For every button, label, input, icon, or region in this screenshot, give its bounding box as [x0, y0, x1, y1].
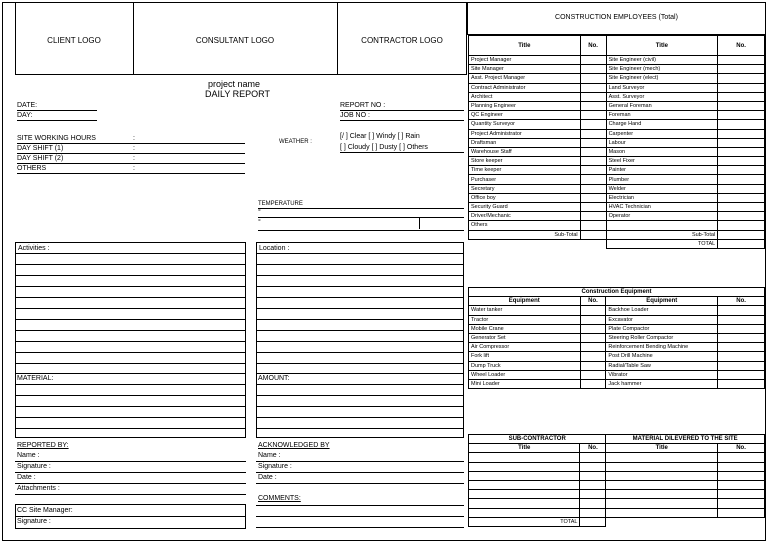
employee-row — [469, 138, 765, 147]
employee-row-title-right: Plumber — [606, 175, 718, 184]
subcontractor-row-count-left[interactable] — [580, 480, 606, 489]
subcontractor-title: SUB-CONTRACTOR — [469, 435, 606, 444]
equipment-row-count-left[interactable] — [580, 306, 606, 315]
subcontractor-row-title-left — [469, 453, 580, 462]
subcontractor-row-count-right[interactable] — [718, 480, 765, 489]
col-title: Title — [469, 444, 580, 453]
equipment-row-count-right[interactable] — [718, 343, 765, 352]
subcontractor-row — [469, 480, 765, 489]
equipment-row-title-right: Jack hammer — [606, 379, 718, 388]
activities-box[interactable] — [15, 242, 246, 438]
degree-symbol: ° — [258, 219, 261, 226]
equipment-row-count-right[interactable] — [718, 333, 765, 342]
employee-row-title-left: Purchaser — [469, 175, 581, 184]
employee-row-title-left: Others — [469, 221, 581, 230]
col-no: No. — [580, 444, 606, 453]
subcontractor-row — [469, 490, 765, 499]
subcontractor-total-label: TOTAL — [469, 517, 580, 526]
total-value[interactable] — [718, 239, 765, 248]
reported-date-label: Date : — [17, 474, 36, 481]
employee-row-title-right: Mason — [606, 147, 718, 156]
subcontractor-row-count-left[interactable] — [580, 490, 606, 499]
employee-row-title-left: Architect — [469, 92, 581, 101]
equipment-row-count-right[interactable] — [718, 306, 765, 315]
site-working-hours-label: SITE WORKING HOURS — [17, 135, 96, 142]
client-logo: CLIENT LOGO — [47, 36, 101, 45]
equipment-table — [468, 287, 765, 389]
colon: : — [133, 155, 135, 162]
weather-options-row1[interactable]: [/ ] Clear [ ] Windy [ ] Rain — [340, 133, 420, 140]
employee-row-count-right[interactable] — [718, 56, 765, 65]
equipment-row-title-left: Water tanker — [469, 306, 581, 315]
attachments-label: Attachments : — [17, 485, 60, 492]
day-label: DAY: — [17, 112, 33, 119]
equipment-row — [469, 315, 765, 324]
employee-row-count-left[interactable] — [580, 166, 606, 175]
equipment-row — [469, 361, 765, 370]
ack-date-label: Date : — [258, 474, 277, 481]
equipment-title: Construction Equipment — [469, 288, 765, 297]
employee-row-count-right[interactable] — [718, 129, 765, 138]
subcontractor-row-count-right[interactable] — [718, 453, 765, 462]
consultant-logo: CONSULTANT LOGO — [195, 36, 275, 45]
subcontractor-row-count-left[interactable] — [580, 471, 606, 480]
employee-row-count-left[interactable] — [580, 175, 606, 184]
col-equipment: Equipment — [606, 297, 718, 306]
employee-row-count-left[interactable] — [580, 203, 606, 212]
employee-row-count-left[interactable] — [580, 193, 606, 202]
reported-by-label: REPORTED BY: — [17, 442, 69, 449]
cc-site-manager-label: CC Site Manager: — [17, 507, 73, 514]
subcontractor-total-value[interactable] — [580, 517, 606, 526]
equipment-row-count-left[interactable] — [580, 352, 606, 361]
reported-name-label: Name : — [17, 452, 40, 459]
location-label: Location : — [259, 245, 290, 252]
employee-row — [469, 101, 765, 110]
employee-row-count-right[interactable] — [718, 92, 765, 101]
employee-row-count-left[interactable] — [580, 129, 606, 138]
comments-label: COMMENTS: — [258, 495, 301, 502]
equipment-row-count-right[interactable] — [718, 379, 765, 388]
employee-row-title-right: Steel Fixer — [606, 157, 718, 166]
subcontractor-row — [469, 499, 765, 508]
colon: : — [133, 135, 135, 142]
cc-signature-label: Signature : — [17, 518, 51, 525]
equipment-row-title-right: Backhoe Loader — [606, 306, 718, 315]
employee-row-title-left: Project Manager — [469, 56, 581, 65]
employee-row-count-left[interactable] — [580, 74, 606, 83]
employee-row-count-left[interactable] — [580, 157, 606, 166]
subcontractor-table — [468, 434, 765, 527]
employee-row-title-right: Land Surveyor — [606, 83, 718, 92]
subcontractor-row-title-right — [606, 471, 718, 480]
equipment-row-count-left[interactable] — [580, 343, 606, 352]
subcontractor-row-title-left — [469, 508, 580, 517]
subcontractor-row-count-right[interactable] — [718, 462, 765, 471]
ack-name-label: Name : — [258, 452, 281, 459]
equipment-row — [469, 379, 765, 388]
employee-row-count-right[interactable] — [718, 101, 765, 110]
equipment-row-count-right[interactable] — [718, 361, 765, 370]
temperature-label: TEMPERATURE — [258, 201, 303, 207]
equipment-row-title-right: Vibrator — [606, 370, 718, 379]
equipment-row-count-left[interactable] — [580, 315, 606, 324]
subcontractor-row-title-right — [606, 499, 718, 508]
subcontractor-row-count-left[interactable] — [580, 462, 606, 471]
employee-row-title-left: Draftsman — [469, 138, 581, 147]
employee-row-count-right[interactable] — [718, 65, 765, 74]
equipment-row-title-right: Radial/Table Saw — [606, 361, 718, 370]
others-label: OTHERS — [17, 165, 47, 172]
employee-row-count-left[interactable] — [580, 221, 606, 230]
employee-row-title-left: Site Manager — [469, 65, 581, 74]
employee-row-count-right[interactable] — [718, 138, 765, 147]
employee-row-title-right: Foreman — [606, 111, 718, 120]
employee-row-count-right[interactable] — [718, 184, 765, 193]
employee-row-count-right[interactable] — [718, 74, 765, 83]
employee-row-title-right: Operator — [606, 212, 718, 221]
employee-row-count-left[interactable] — [580, 147, 606, 156]
equipment-row-title-left: Wheel Loader — [469, 370, 581, 379]
employee-row-count-right[interactable] — [718, 83, 765, 92]
employee-row — [469, 129, 765, 138]
date-label: DATE: — [17, 102, 38, 109]
col-no: No. — [580, 36, 606, 56]
employee-row-title-right: Carpenter — [606, 129, 718, 138]
subcontractor-row-title-left — [469, 490, 580, 499]
col-title: Title — [606, 36, 718, 56]
subcontractor-row-title-left — [469, 499, 580, 508]
employee-row-count-left[interactable] — [580, 111, 606, 120]
col-title: Title — [606, 444, 718, 453]
acknowledged-by-label: ACKNOWLEDGED BY — [258, 442, 330, 449]
employee-row-count-right[interactable] — [718, 166, 765, 175]
col-no: No. — [718, 444, 765, 453]
employee-row-count-right[interactable] — [718, 157, 765, 166]
equipment-row-count-left[interactable] — [580, 333, 606, 342]
employee-row — [469, 221, 765, 230]
subcontractor-row-count-left[interactable] — [580, 508, 606, 517]
equipment-row — [469, 333, 765, 342]
daily-report-title: DAILY REPORT — [205, 89, 271, 99]
day-shift-2-label: DAY SHIFT (2) — [17, 155, 64, 162]
employee-row-title-right — [606, 221, 718, 230]
col-no: No. — [718, 36, 765, 56]
amount-label: AMOUNT: — [258, 375, 290, 382]
employee-row-count-left[interactable] — [580, 184, 606, 193]
employee-row — [469, 157, 765, 166]
colon: : — [133, 145, 135, 152]
equipment-row-title-left: Dump Truck — [469, 361, 581, 370]
employee-row-count-left[interactable] — [580, 92, 606, 101]
subcontractor-row — [469, 508, 765, 517]
sub-total-value[interactable] — [580, 230, 606, 239]
sub-total-value[interactable] — [718, 230, 765, 239]
employee-row-count-right[interactable] — [718, 203, 765, 212]
employee-row-title-left: Asst. Project Manager — [469, 74, 581, 83]
report-no-label: REPORT NO : — [340, 102, 386, 109]
equipment-row — [469, 370, 765, 379]
day-shift-1-label: DAY SHIFT (1) — [17, 145, 64, 152]
sub-total-label: Sub-Total — [606, 230, 718, 239]
equipment-row-title-right: Plate Compactor — [606, 324, 718, 333]
employee-row-title-left: Secretary — [469, 184, 581, 193]
weather-label: WEATHER : — [279, 139, 312, 145]
subcontractor-row — [469, 453, 765, 462]
employee-row-title-right: General Foreman — [606, 101, 718, 110]
col-equipment: Equipment — [469, 297, 581, 306]
equipment-row-count-left[interactable] — [580, 370, 606, 379]
employee-row — [469, 147, 765, 156]
employee-row-title-right: Charge Hand — [606, 120, 718, 129]
equipment-row-title-left: Mini Loader — [469, 379, 581, 388]
employee-row-count-right[interactable] — [718, 147, 765, 156]
employee-row-title-left: Driver/Mechanic — [469, 212, 581, 221]
subcontractor-row-title-right — [606, 453, 718, 462]
equipment-row-title-right: Steering Roller Compactor — [606, 333, 718, 342]
equipment-row-title-left: Mobile Crane — [469, 324, 581, 333]
employee-row-count-right[interactable] — [718, 221, 765, 230]
employee-row-title-left: Project Administrator — [469, 129, 581, 138]
employee-row — [469, 203, 765, 212]
employee-row-count-left[interactable] — [580, 212, 606, 221]
employee-row — [469, 56, 765, 65]
employee-row — [469, 65, 765, 74]
employee-row-title-right: Painter — [606, 166, 718, 175]
subcontractor-row-title-right — [606, 490, 718, 499]
subcontractor-row-count-right[interactable] — [718, 471, 765, 480]
employee-row-title-right: Asst. Surveyor — [606, 92, 718, 101]
employee-row-count-left[interactable] — [580, 138, 606, 147]
weather-options-row2[interactable]: [ ] Cloudy [ ] Dusty [ ] Others — [340, 144, 428, 151]
contractor-logo: CONTRACTOR LOGO — [361, 36, 443, 45]
equipment-row-title-right: Excavator — [606, 315, 718, 324]
equipment-row-title-left: Generator Set — [469, 333, 581, 342]
total-label: TOTAL — [606, 239, 718, 248]
subcontractor-row — [469, 462, 765, 471]
employee-row-count-left[interactable] — [580, 120, 606, 129]
subcontractor-row-title-left — [469, 462, 580, 471]
col-title: Title — [469, 36, 581, 56]
subcontractor-row-count-right[interactable] — [718, 499, 765, 508]
col-no: No. — [580, 297, 606, 306]
equipment-row-title-left: Air Compressor — [469, 343, 581, 352]
employee-row — [469, 74, 765, 83]
employee-row-title-left: Store keeper — [469, 157, 581, 166]
equipment-row-title-right: Post Drill Machine — [606, 352, 718, 361]
subcontractor-row-title-left — [469, 471, 580, 480]
subcontractor-row-count-right[interactable] — [718, 508, 765, 517]
employee-row-count-left[interactable] — [580, 101, 606, 110]
equipment-row-count-right[interactable] — [718, 315, 765, 324]
employee-row — [469, 83, 765, 92]
material-label: MATERIAL: — [17, 375, 54, 382]
employee-row-title-left: Contract Administrator — [469, 83, 581, 92]
project-name: project name — [208, 79, 261, 89]
employee-row-count-right[interactable] — [718, 175, 765, 184]
employee-row — [469, 92, 765, 101]
employee-row-title-right: Labour — [606, 138, 718, 147]
employee-row-count-right[interactable] — [718, 212, 765, 221]
employee-row-count-left[interactable] — [580, 56, 606, 65]
equipment-row-count-right[interactable] — [718, 370, 765, 379]
equipment-row — [469, 352, 765, 361]
subcontractor-row-title-right — [606, 508, 718, 517]
employee-row-title-left: Quantity Surveyor — [469, 120, 581, 129]
activities-label: Activities : — [18, 245, 50, 252]
col-no: No. — [718, 297, 765, 306]
employee-row — [469, 193, 765, 202]
employee-row-title-left: Planning Engineer — [469, 101, 581, 110]
equipment-row-title-left: Tractor — [469, 315, 581, 324]
equipment-row-title-right: Reinforcement Bending Machine — [606, 343, 718, 352]
employees-table — [468, 35, 765, 249]
material-delivered-title: MATERIAL DILEVERED TO THE SITE — [606, 435, 765, 444]
equipment-row — [469, 343, 765, 352]
employee-row-count-right[interactable] — [718, 193, 765, 202]
equipment-row-title-left: Fork lift — [469, 352, 581, 361]
employee-row-count-right[interactable] — [718, 120, 765, 129]
employee-row-count-right[interactable] — [718, 111, 765, 120]
subcontractor-row-title-left — [469, 480, 580, 489]
equipment-row-count-right[interactable] — [718, 324, 765, 333]
employee-row — [469, 184, 765, 193]
employee-row-title-left: QC Engineer — [469, 111, 581, 120]
equipment-row — [469, 306, 765, 315]
ack-signature-label: Signature : — [258, 463, 292, 470]
employee-row-title-right: Welder — [606, 184, 718, 193]
colon: : — [133, 165, 135, 172]
subcontractor-row-title-right — [606, 462, 718, 471]
equipment-row-count-left[interactable] — [580, 324, 606, 333]
employee-row — [469, 111, 765, 120]
employee-row-title-right: Site Engineer (civil) — [606, 56, 718, 65]
employee-row — [469, 166, 765, 175]
equipment-row — [469, 324, 765, 333]
employee-row-title-right: Site Engineer (mech) — [606, 65, 718, 74]
employee-row-title-left: Time keeper — [469, 166, 581, 175]
employees-title: CONSTRUCTION EMPLOYEES (Total) — [555, 14, 678, 21]
equipment-row-count-right[interactable] — [718, 352, 765, 361]
degree-symbol: ° — [258, 209, 261, 216]
subcontractor-row-count-left[interactable] — [580, 499, 606, 508]
employee-row-title-left: Security Guard — [469, 203, 581, 212]
employee-row-title-right: Site Engineer (elect) — [606, 74, 718, 83]
employee-row-count-left[interactable] — [580, 83, 606, 92]
sub-total-label: Sub-Total — [469, 230, 581, 239]
employee-row-title-left: Office boy — [469, 193, 581, 202]
employee-row — [469, 175, 765, 184]
equipment-row-count-left[interactable] — [580, 379, 606, 388]
equipment-row-count-left[interactable] — [580, 361, 606, 370]
subcontractor-row-count-left[interactable] — [580, 453, 606, 462]
location-box[interactable] — [256, 242, 464, 438]
employee-row-title-right: Electrician — [606, 193, 718, 202]
employee-row — [469, 120, 765, 129]
subcontractor-row-title-right — [606, 480, 718, 489]
employee-row-title-right: HVAC Technician — [606, 203, 718, 212]
subcontractor-row-count-right[interactable] — [718, 490, 765, 499]
employee-row-count-left[interactable] — [580, 65, 606, 74]
employee-row-title-left: Warehouse Staff — [469, 147, 581, 156]
job-no-label: JOB NO : — [340, 112, 370, 119]
reported-signature-label: Signature : — [17, 463, 51, 470]
employee-row — [469, 212, 765, 221]
subcontractor-row — [469, 471, 765, 480]
